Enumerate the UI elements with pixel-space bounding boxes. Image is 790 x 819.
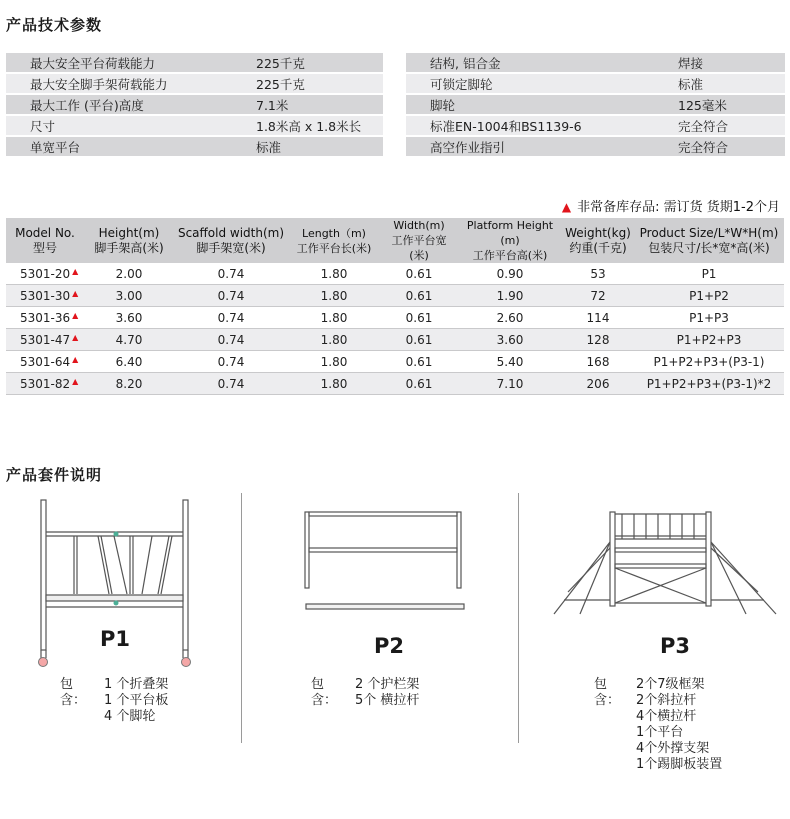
spec-key: 可锁定脚轮	[406, 74, 656, 93]
column-header-en: Height(m)	[98, 225, 160, 240]
warning-triangle-icon: ▲	[72, 288, 79, 298]
column-header-en: Width(m)	[393, 219, 445, 232]
spec-value: 完全符合	[656, 116, 785, 135]
kit-p3-item: 1个平台	[636, 725, 684, 740]
stock-note-text: 非常备库存品: 需订货 货期1-2个月	[577, 200, 780, 215]
column-header-en: Scaffold width(m)	[177, 225, 285, 240]
table-cell: 0.61	[380, 329, 458, 351]
p2-guardrail-drawing	[300, 508, 470, 616]
column-header-en: Product Size/L*W*H(m)	[639, 225, 779, 240]
stock-note	[562, 196, 780, 215]
model-number: 5301-36	[20, 310, 71, 325]
column-header	[634, 218, 784, 263]
spec-row	[406, 116, 785, 135]
table-cell: 7.10	[458, 373, 562, 395]
spec-row	[6, 116, 383, 135]
table-row	[6, 351, 784, 373]
table-cell: 8.20	[84, 373, 174, 395]
table-cell: 0.61	[380, 307, 458, 329]
table-cell: 1.90	[458, 285, 562, 307]
kit-divider-2	[518, 493, 519, 743]
table-row	[6, 329, 784, 351]
table-cell: 3.00	[84, 285, 174, 307]
spec-row	[6, 53, 383, 72]
table-cell: 128	[562, 329, 634, 351]
spec-key: 结构, 铝合金	[406, 53, 656, 72]
model-cell	[6, 373, 84, 395]
table-row	[6, 263, 784, 285]
model-number: 5301-30	[20, 288, 71, 303]
kit-label-p1: P1	[100, 627, 131, 651]
kit-p3-item: 4个横拉杆	[636, 709, 697, 724]
warning-triangle-icon: ▲	[72, 310, 79, 320]
table-cell: 0.74	[174, 285, 288, 307]
table-cell: 0.74	[174, 329, 288, 351]
model-cell	[6, 263, 84, 285]
column-header	[458, 218, 562, 263]
column-header-cn: 型号	[32, 240, 57, 255]
spec-row	[6, 74, 383, 93]
kit-p2-item: 5个 横拉杆	[355, 693, 420, 708]
model-cell	[6, 285, 84, 307]
spec-row	[6, 95, 383, 114]
column-header-cn: 包装尺寸/长*宽*高(米)	[648, 240, 770, 255]
spec-row	[406, 53, 785, 72]
spec-key: 最大工作 (平台)高度	[6, 95, 238, 114]
table-cell: 0.74	[174, 307, 288, 329]
spec-table-right	[406, 51, 785, 158]
spec-value: 焊接	[656, 53, 785, 72]
column-header-cn: 工作平台宽(米)	[391, 234, 447, 262]
spec-section-title: 产品技术参数	[6, 16, 103, 34]
table-cell: 168	[562, 351, 634, 373]
column-header	[84, 218, 174, 263]
kit-p3-item: 2个斜拉杆	[636, 693, 697, 708]
kit-divider-1	[241, 493, 242, 743]
model-number: 5301-64	[20, 354, 71, 369]
column-header-cn: 脚手架宽(米)	[196, 240, 266, 255]
spec-value: 225千克	[238, 53, 383, 72]
spec-row	[406, 74, 785, 93]
table-cell: P1+P2	[634, 285, 784, 307]
table-row	[6, 307, 784, 329]
kit-p2-item: 2 个护栏架	[355, 677, 420, 692]
column-header	[562, 218, 634, 263]
warning-triangle-icon: ▲	[72, 332, 79, 342]
column-header-cn: 脚手架高(米)	[94, 240, 164, 255]
warning-triangle-icon: ▲	[72, 376, 79, 386]
kit-p3-item: 1个踢脚板装置	[636, 757, 723, 772]
spec-value: 7.1米	[238, 95, 383, 114]
spec-row	[6, 137, 383, 156]
table-cell: 1.80	[288, 373, 380, 395]
column-header-en: Platform Height (m)	[466, 219, 554, 247]
spec-row	[406, 137, 785, 156]
table-cell: P1+P3	[634, 307, 784, 329]
model-number: 5301-20	[20, 266, 71, 281]
spec-key: 最大安全平台荷载能力	[6, 53, 238, 72]
table-cell: 4.70	[84, 329, 174, 351]
spec-value: 标准	[238, 137, 383, 156]
column-header-cn: 工作平台长(米)	[296, 241, 372, 255]
spec-key: 标准EN-1004和BS1139-6	[406, 116, 656, 135]
table-cell: 0.61	[380, 285, 458, 307]
column-header	[6, 218, 84, 263]
model-number: 5301-82	[20, 376, 71, 391]
column-header-cn: 工作平台高(米)	[472, 249, 548, 262]
table-cell: 1.80	[288, 285, 380, 307]
table-cell: 206	[562, 373, 634, 395]
kit-p3-item: 4个外撑支架	[636, 741, 710, 756]
table-cell: 0.61	[380, 351, 458, 373]
table-cell: 0.61	[380, 373, 458, 395]
column-header-en: Length（m)	[302, 226, 366, 240]
warning-triangle-icon: ▲	[561, 200, 572, 214]
spec-key: 脚轮	[406, 95, 656, 114]
kit-p1-item: 4 个脚轮	[104, 709, 156, 724]
column-header-en: Model No.	[15, 225, 75, 240]
model-cell	[6, 307, 84, 329]
table-cell: 1.80	[288, 329, 380, 351]
table-cell: 1.80	[288, 307, 380, 329]
table-row	[6, 285, 784, 307]
spec-value: 1.8米高 x 1.8米长	[238, 116, 383, 135]
kit-p1-item: 1 个折叠架	[104, 677, 169, 692]
table-cell: 2.60	[458, 307, 562, 329]
warning-triangle-icon: ▲	[72, 266, 79, 276]
table-cell: 3.60	[84, 307, 174, 329]
model-cell	[6, 351, 84, 373]
table-cell: 0.74	[174, 351, 288, 373]
column-header	[380, 218, 458, 263]
spec-key: 单宽平台	[6, 137, 238, 156]
table-cell: 53	[562, 263, 634, 285]
table-cell: 1.80	[288, 263, 380, 285]
spec-value: 225千克	[238, 74, 383, 93]
spec-value: 125毫米	[656, 95, 785, 114]
spec-key: 尺寸	[6, 116, 238, 135]
table-cell: 6.40	[84, 351, 174, 373]
column-header	[174, 218, 288, 263]
column-header-en: Weight(kg)	[565, 225, 631, 240]
table-cell: 1.80	[288, 351, 380, 373]
table-cell: 2.00	[84, 263, 174, 285]
table-cell: P1+P2+P3	[634, 329, 784, 351]
model-table	[6, 218, 784, 395]
spec-row	[406, 95, 785, 114]
column-header	[288, 218, 380, 263]
model-cell	[6, 329, 84, 351]
kit-p3-prefix: 包含：	[594, 677, 621, 708]
spec-value: 完全符合	[656, 137, 785, 156]
kit-p1-item: 1 个平台板	[104, 693, 169, 708]
table-cell: P1+P2+P3+(P3-1)	[634, 351, 784, 373]
table-cell: 0.74	[174, 373, 288, 395]
spec-value: 标准	[656, 74, 785, 93]
kit-p2-prefix: 包含：	[311, 677, 338, 708]
table-row	[6, 373, 784, 395]
p3-frame-set-drawing	[546, 508, 782, 623]
kit-section-title: 产品套件说明	[6, 466, 103, 484]
spec-table-left	[6, 51, 383, 158]
kit-label-p3: P3	[660, 634, 691, 658]
model-number: 5301-47	[20, 332, 71, 347]
table-cell: 3.60	[458, 329, 562, 351]
column-header-cn: 约重(千克)	[569, 240, 627, 255]
spec-key: 最大安全脚手架荷载能力	[6, 74, 238, 93]
table-cell: 5.40	[458, 351, 562, 373]
table-cell: 114	[562, 307, 634, 329]
table-cell: P1+P2+P3+(P3-1)*2	[634, 373, 784, 395]
kit-label-p2: P2	[374, 634, 405, 658]
table-cell: P1	[634, 263, 784, 285]
kit-p1-prefix: 包含：	[60, 677, 87, 708]
table-cell: 0.74	[174, 263, 288, 285]
spec-key: 高空作业指引	[406, 137, 656, 156]
table-cell: 0.90	[458, 263, 562, 285]
kit-p3-item: 2个7级框架	[636, 677, 705, 692]
warning-triangle-icon: ▲	[72, 354, 79, 364]
table-cell: 72	[562, 285, 634, 307]
table-cell: 0.61	[380, 263, 458, 285]
